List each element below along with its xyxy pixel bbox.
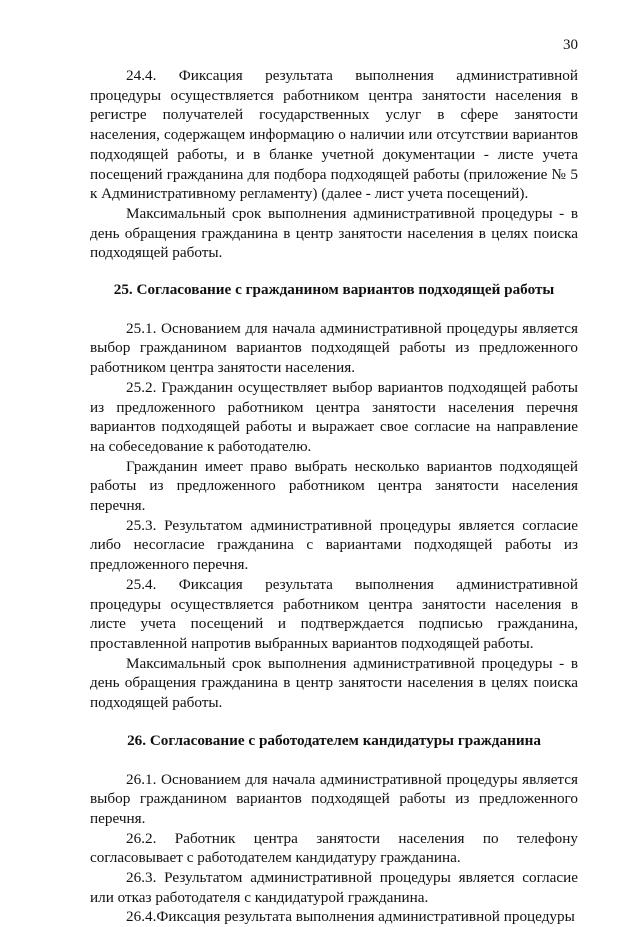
paragraph-25-4: 25.4. Фиксация результата выполнения административной процедуры осуществляется работником центра занятости населения в листе учета посещений и подтверждается подписью гражданина, проставленной напротив выбранных вариантов подходящей работы. [90, 575, 578, 652]
paragraph-25-3: 25.3. Результатом административной процедуры является согласие либо несогласие гражданина с вариантами подходящей работы из предложенного перечня. [90, 516, 578, 574]
paragraph-26-3: 26.3. Результатом административной процедуры является согласие или отказ работодателя с кандидатурой гражданина. [90, 869, 578, 906]
paragraph-25-deadline: Максимальный срок выполнения административной процедуры - в день обращения гражданина в центр занятости населения в целях поиска подходящей работы. [90, 654, 578, 712]
paragraph-25-right: Гражданин имеет право выбрать несколько вариантов подходящей работы из предложенного работником центра занятости населения перечня. [90, 457, 578, 515]
section-heading-25: 25. Согласование с гражданином вариантов подходящей работы [113, 281, 555, 299]
paragraph-26-2: 26.2. Работник центра занятости населения по телефону согласовывает с работодателем кандидатуру гражданина. [90, 829, 578, 867]
document-body [90, 66, 578, 927]
paragraph-24-deadline: Максимальный срок выполнения административной процедуры - в день обращения гражданина в центр занятости населения в целях поиска подходящей работы. [90, 204, 578, 262]
section-heading-26: 26. Согласование с работодателем кандидатуры гражданина [127, 731, 541, 749]
paragraph-25-2: 25.2. Гражданин осуществляет выбор вариантов подходящей работы из предложенного работником центра занятости населения перечня вариантов подходящей работы и выражает свое согласие на направление на собеседование к работодателю. [90, 378, 578, 455]
page-number: 30 [563, 37, 578, 53]
paragraph-26-4: 26.4.Фиксация результата выполнения административной процедуры [126, 908, 575, 926]
paragraph-26-1: 26.1. Основанием для начала административной процедуры является выбор гражданином вариантов подходящей работы из предложенного перечня. [90, 770, 578, 827]
paragraph-25-1: 25.1. Основанием для начала административной процедуры является выбор гражданином вариантов подходящей работы из предложенного работником центра занятости населения. [90, 319, 578, 377]
paragraph-24-4: 24.4. Фиксация результата выполнения административной процедуры осуществляется работником центра занятости населения в регистре получателей государственных услуг в сфере занятости населения, содержащем информацию о наличии или отсутствии вариантов подходящей работы, и в бланке учетной документации - листе учета посещений гражданина для подбора подходящей работы (приложение № 5 к Административному регламенту) (далее - лист учета посещений). [90, 67, 578, 203]
